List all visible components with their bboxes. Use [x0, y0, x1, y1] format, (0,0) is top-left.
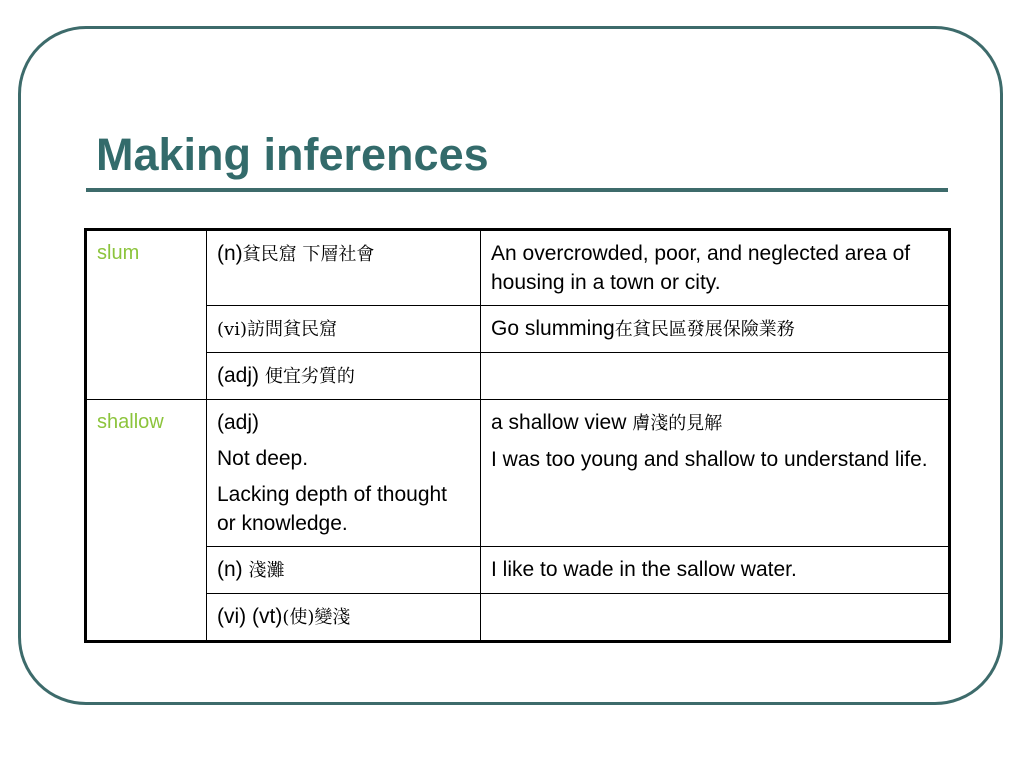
definition-text: Not deep.: [217, 447, 309, 470]
part-of-speech-cell: [207, 400, 481, 547]
example-line: [491, 408, 938, 438]
part-of-speech-cell: [207, 594, 481, 642]
part-of-speech-cell: [207, 306, 481, 353]
example-text: I like to wade in the sallow water.: [491, 558, 797, 581]
slide-title: Making inferences: [96, 129, 489, 180]
example-cell: [481, 230, 950, 306]
chinese-meaning: 貧民窟 下層社會: [242, 244, 375, 265]
example-cell: [481, 594, 950, 642]
table-row: [86, 306, 950, 353]
pos-label: (adj): [217, 364, 265, 387]
title-underline: [86, 188, 948, 192]
chinese-meaning: (使)變淺: [282, 607, 351, 628]
vocabulary-table: [84, 228, 951, 643]
example-text: Go slumming: [491, 317, 615, 340]
chinese-translation: 在貧民區發展保險業務: [614, 319, 795, 340]
chinese-meaning: 淺灘: [248, 560, 285, 581]
part-of-speech-cell: [207, 547, 481, 594]
table-row: [86, 400, 950, 547]
pos-label: (n): [217, 558, 249, 581]
definition-text: Lacking depth of thought or knowledge.: [217, 483, 448, 535]
table-row: [86, 547, 950, 594]
example-cell: [481, 353, 950, 400]
table-row: [86, 230, 950, 306]
example-cell: [481, 547, 950, 594]
definition-text: An overcrowded, poor, and neglected area of housing in a town or city.: [491, 242, 911, 294]
table-row: [86, 353, 950, 400]
pos-label: (adj): [217, 411, 260, 434]
example-text: a shallow view: [491, 411, 633, 434]
example-cell: [481, 306, 950, 353]
part-of-speech-cell: [207, 230, 481, 306]
pos-label: (n): [217, 242, 243, 265]
vocab-word-slum: slum: [86, 230, 207, 400]
chinese-meaning: 便宜劣質的: [264, 366, 355, 387]
pos-label: (vi) (vt): [217, 605, 283, 628]
chinese-meaning: (vi)訪問貧民窟: [217, 319, 337, 340]
vocab-word-shallow: shallow: [86, 400, 207, 642]
example-cell: [481, 400, 950, 547]
chinese-translation: 膚淺的見解: [632, 413, 723, 434]
table-row: [86, 594, 950, 642]
part-of-speech-cell: [207, 353, 481, 400]
example-text: I was too young and shallow to understand life.: [491, 448, 928, 471]
